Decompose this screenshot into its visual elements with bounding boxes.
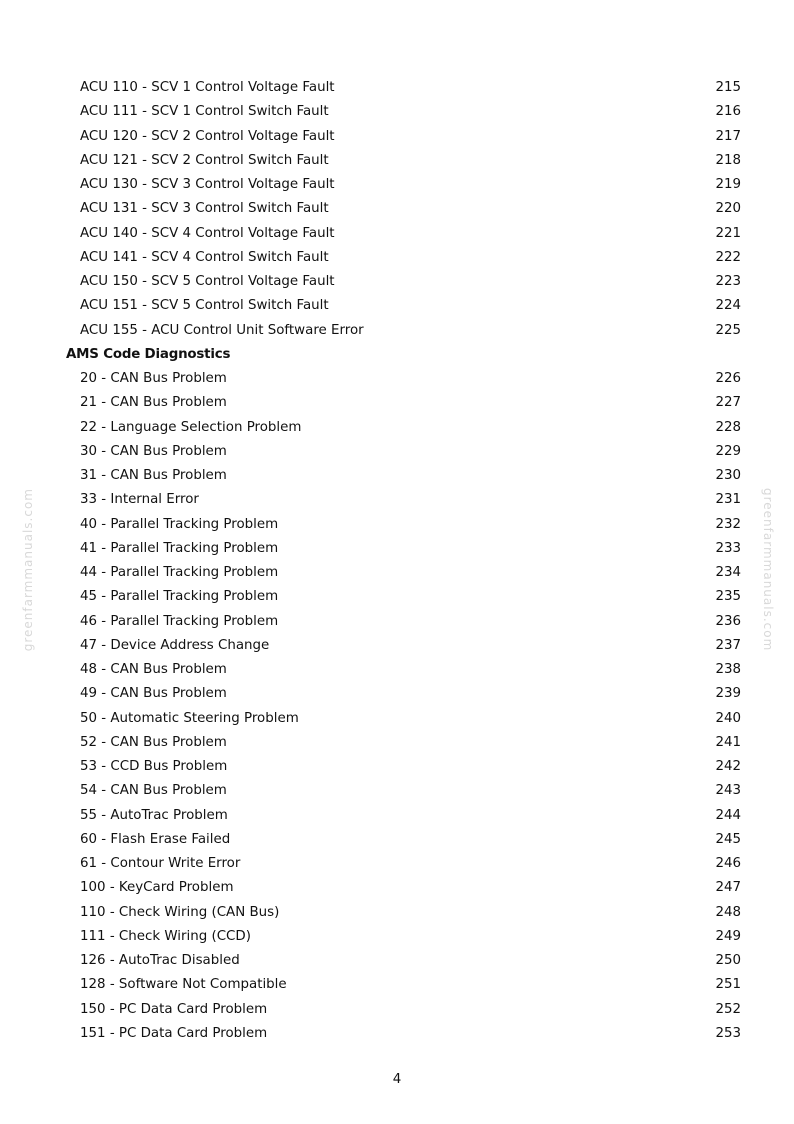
toc-entry[interactable]	[0, 658, 794, 682]
toc-entry-label: 53 - CCD Bus Problem	[80, 759, 228, 774]
toc-entry-page: 218	[715, 152, 741, 168]
toc-entry[interactable]	[0, 222, 794, 246]
toc-entry-label: 50 - Automatic Steering Problem	[80, 710, 299, 726]
toc-entry-page: 249	[715, 928, 741, 944]
toc-entry-page: 252	[715, 1001, 741, 1017]
toc-entry-page: 220	[715, 201, 741, 217]
toc-entry[interactable]	[0, 561, 794, 585]
toc-entry-page: 224	[715, 298, 741, 314]
toc-entry[interactable]	[0, 682, 794, 706]
toc-entry[interactable]	[0, 319, 794, 343]
toc-entry-label: 110 - Check Wiring (CAN Bus)	[80, 904, 280, 920]
toc-entry[interactable]	[0, 755, 794, 779]
toc-entry-page: 229	[715, 443, 741, 459]
toc-entry[interactable]	[0, 925, 794, 949]
toc-entry-label: 47 - Device Address Change	[80, 637, 270, 653]
toc-entry-page: 243	[715, 783, 741, 799]
toc-entry-page: 219	[715, 177, 741, 192]
toc-entry-page: 234	[715, 565, 741, 580]
toc-entry-page: 235	[715, 589, 741, 605]
toc-entry-label: ACU 121 - SCV 2 Control Switch Fault	[80, 152, 329, 168]
toc-entry-label: 45 - Parallel Tracking Problem	[80, 589, 279, 605]
toc-entry-label: ACU 141 - SCV 4 Control Switch Fault	[80, 249, 329, 265]
toc-entry-label: 61 - Contour Write Error	[80, 856, 241, 871]
toc-entry[interactable]	[0, 707, 794, 731]
toc-entry-page: 226	[715, 371, 741, 386]
toc-entry-label: 46 - Parallel Tracking Problem	[80, 613, 279, 629]
toc-entry-page: 216	[715, 104, 741, 120]
toc-entry-label: 40 - Parallel Tracking Problem	[80, 516, 279, 532]
toc-entry-label: 126 - AutoTrac Disabled	[80, 953, 240, 968]
toc-entry-page: 236	[715, 613, 741, 629]
toc-entry-page: 242	[715, 759, 741, 774]
toc-entry-page: 248	[715, 904, 741, 920]
toc-entry[interactable]	[0, 634, 794, 658]
toc-entry-page: 246	[715, 856, 741, 871]
toc-entry[interactable]	[0, 610, 794, 634]
toc-entry[interactable]	[0, 440, 794, 464]
toc-entry[interactable]	[0, 1022, 794, 1046]
toc-entry-label: 60 - Flash Erase Failed	[80, 831, 231, 847]
toc-entry-label: 49 - CAN Bus Problem	[80, 686, 227, 702]
toc-entry-page: 245	[715, 831, 741, 847]
toc-entry-page: 231	[715, 492, 741, 508]
toc-entry[interactable]	[0, 100, 794, 124]
toc-entry-page: 241	[715, 734, 741, 750]
toc-entry-page: 240	[715, 710, 741, 726]
toc-entry-page: 237	[715, 637, 741, 653]
toc-entry-page: 228	[715, 419, 741, 435]
toc-entry-label: ACU 155 - ACU Control Unit Software Error	[80, 322, 364, 338]
toc-entry-page: 230	[715, 468, 741, 483]
table-of-contents	[0, 76, 794, 1046]
toc-entry[interactable]	[0, 76, 794, 100]
page-number: 4	[392, 1072, 402, 1087]
toc-entry-page: 239	[715, 686, 741, 702]
toc-entry-page: 238	[715, 662, 741, 677]
toc-entry-label: 21 - CAN Bus Problem	[80, 395, 227, 411]
toc-entry-label: 151 - PC Data Card Problem	[80, 1025, 268, 1041]
toc-entry[interactable]	[0, 149, 794, 173]
toc-entry-label: 128 - Software Not Compatible	[80, 977, 287, 993]
toc-entry-page: 215	[715, 80, 741, 95]
toc-entry-label: 44 - Parallel Tracking Problem	[80, 565, 279, 580]
toc-entry-page: 232	[715, 516, 741, 532]
toc-entry[interactable]	[0, 125, 794, 149]
toc-entry[interactable]	[0, 270, 794, 294]
toc-entry-label: 33 - Internal Error	[80, 492, 199, 508]
toc-entry[interactable]	[0, 876, 794, 900]
toc-entry[interactable]	[0, 901, 794, 925]
toc-entry[interactable]	[0, 537, 794, 561]
toc-entry[interactable]	[0, 416, 794, 440]
toc-entry-label: ACU 131 - SCV 3 Control Switch Fault	[80, 201, 329, 217]
toc-entry-label: 22 - Language Selection Problem	[80, 419, 302, 435]
toc-entry-label: 52 - CAN Bus Problem	[80, 734, 227, 750]
toc-entry-label: ACU 111 - SCV 1 Control Switch Fault	[80, 104, 329, 120]
toc-entry[interactable]	[0, 852, 794, 876]
toc-entry[interactable]	[0, 513, 794, 537]
toc-entry-label: 20 - CAN Bus Problem	[80, 371, 227, 386]
toc-entry-label: ACU 150 - SCV 5 Control Voltage Fault	[80, 274, 335, 289]
toc-entry-label: 55 - AutoTrac Problem	[80, 807, 228, 823]
toc-entry-page: 217	[715, 128, 741, 144]
toc-entry-page: 223	[715, 274, 741, 289]
toc-entry-page: 233	[715, 540, 741, 556]
toc-entry-label: ACU 110 - SCV 1 Control Voltage Fault	[80, 80, 335, 95]
toc-entry-page: 222	[715, 249, 741, 265]
toc-entry-page: 225	[715, 322, 741, 338]
toc-entry[interactable]	[0, 828, 794, 852]
toc-entry-page: 250	[715, 953, 741, 968]
toc-entry-label: 41 - Parallel Tracking Problem	[80, 540, 279, 556]
toc-entry-label: ACU 140 - SCV 4 Control Voltage Fault	[80, 225, 335, 241]
toc-entry[interactable]	[0, 173, 794, 197]
watermark-left: greenfarmmanuals.com	[21, 488, 35, 652]
toc-entry[interactable]	[0, 998, 794, 1022]
watermark-right: greenfarmmanuals.com	[761, 488, 775, 652]
toc-entry-label: ACU 130 - SCV 3 Control Voltage Fault	[80, 177, 335, 192]
toc-entry[interactable]	[0, 294, 794, 318]
toc-entry[interactable]	[0, 973, 794, 997]
toc-entry[interactable]	[0, 367, 794, 391]
toc-entry[interactable]	[0, 197, 794, 221]
toc-entry[interactable]	[0, 779, 794, 803]
toc-entry-label: 54 - CAN Bus Problem	[80, 783, 227, 799]
toc-entry[interactable]	[0, 391, 794, 415]
toc-entry-label: 150 - PC Data Card Problem	[80, 1001, 268, 1017]
toc-entry-label: 100 - KeyCard Problem	[80, 880, 234, 896]
toc-entry-label: ACU 151 - SCV 5 Control Switch Fault	[80, 298, 329, 314]
toc-entry[interactable]	[0, 804, 794, 828]
toc-entry-label: 48 - CAN Bus Problem	[80, 662, 227, 677]
toc-entry-label: 111 - Check Wiring (CCD)	[80, 928, 251, 944]
toc-entry-label: 31 - CAN Bus Problem	[80, 468, 227, 483]
toc-entry-page: 251	[715, 977, 741, 993]
section-heading	[0, 343, 794, 367]
toc-entry[interactable]	[0, 246, 794, 270]
toc-entry[interactable]	[0, 585, 794, 609]
toc-entry-label: 30 - CAN Bus Problem	[80, 443, 227, 459]
toc-entry-page: 221	[715, 225, 741, 241]
toc-entry[interactable]	[0, 731, 794, 755]
toc-entry[interactable]	[0, 949, 794, 973]
toc-entry-page: 244	[715, 807, 741, 823]
toc-entry[interactable]	[0, 464, 794, 488]
toc-entry-page: 247	[715, 880, 741, 896]
toc-entry[interactable]	[0, 488, 794, 512]
toc-entry-label: ACU 120 - SCV 2 Control Voltage Fault	[80, 128, 335, 144]
toc-entry-page: 227	[715, 395, 741, 411]
section-heading-label: AMS Code Diagnostics	[66, 346, 231, 362]
toc-entry-page: 253	[715, 1025, 741, 1041]
